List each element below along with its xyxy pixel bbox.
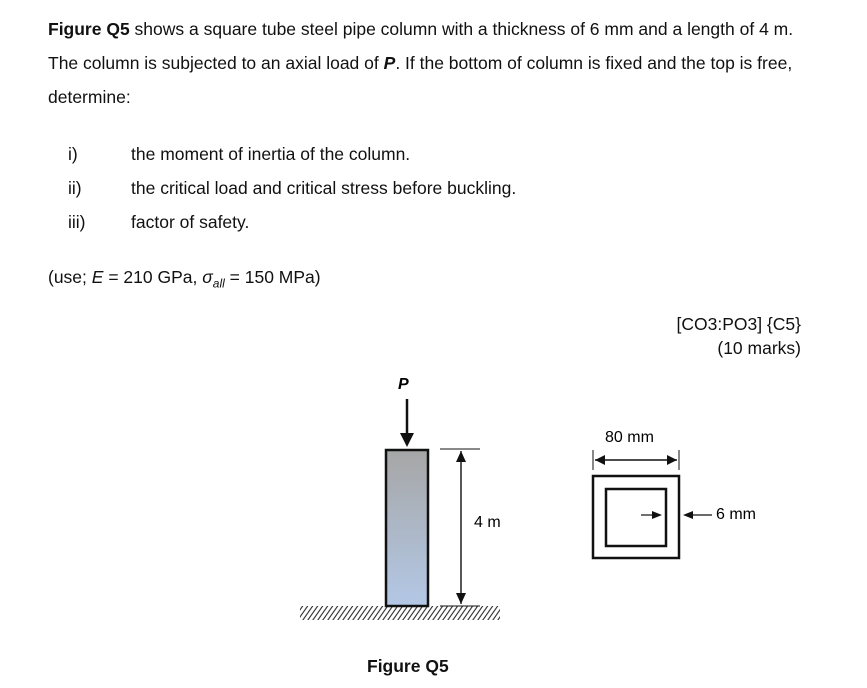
allowable-stress-value: = 150 MPa) xyxy=(224,267,321,287)
modulus-value: = 210 GPa, xyxy=(103,267,203,287)
load-symbol: P xyxy=(383,53,396,73)
thickness-label: 6 mm xyxy=(716,506,756,523)
marks-count: (10 marks) xyxy=(717,338,801,358)
question-text-2: . If the bottom of column is fixed and the top is free, determine: xyxy=(48,53,793,107)
sigma-subscript: all xyxy=(212,276,225,291)
item-text: factor of safety. xyxy=(131,212,250,232)
item-text: the moment of inertia of the column. xyxy=(131,144,411,164)
modulus-symbol: E xyxy=(91,267,104,287)
fixed-support-hatch xyxy=(300,606,500,620)
load-arrow-icon xyxy=(400,399,414,447)
item-number: i) xyxy=(68,144,78,164)
length-label: 4 m xyxy=(474,514,501,531)
question-text-1: shows a square tube steel pipe column with a thickness of 6 mm and a length of 4 m. The column is subjected to an axial load of xyxy=(48,19,794,73)
item-text: the critical load and critical stress before buckling. xyxy=(131,178,517,198)
item-number: iii) xyxy=(68,212,86,232)
section-inner xyxy=(606,489,666,546)
figure-caption: Figure Q5 xyxy=(367,656,449,676)
thickness-dimension xyxy=(641,511,712,519)
width-label: 80 mm xyxy=(605,429,654,446)
width-dimension xyxy=(593,450,679,470)
sigma-symbol: σ xyxy=(202,267,213,287)
column-body xyxy=(386,450,428,606)
figure-reference: Figure Q5 xyxy=(48,19,130,39)
given-prefix: (use; xyxy=(48,267,92,287)
load-label: P xyxy=(398,376,409,393)
course-outcome: [CO3:PO3] {C5} xyxy=(676,314,801,334)
item-number: ii) xyxy=(68,178,82,198)
